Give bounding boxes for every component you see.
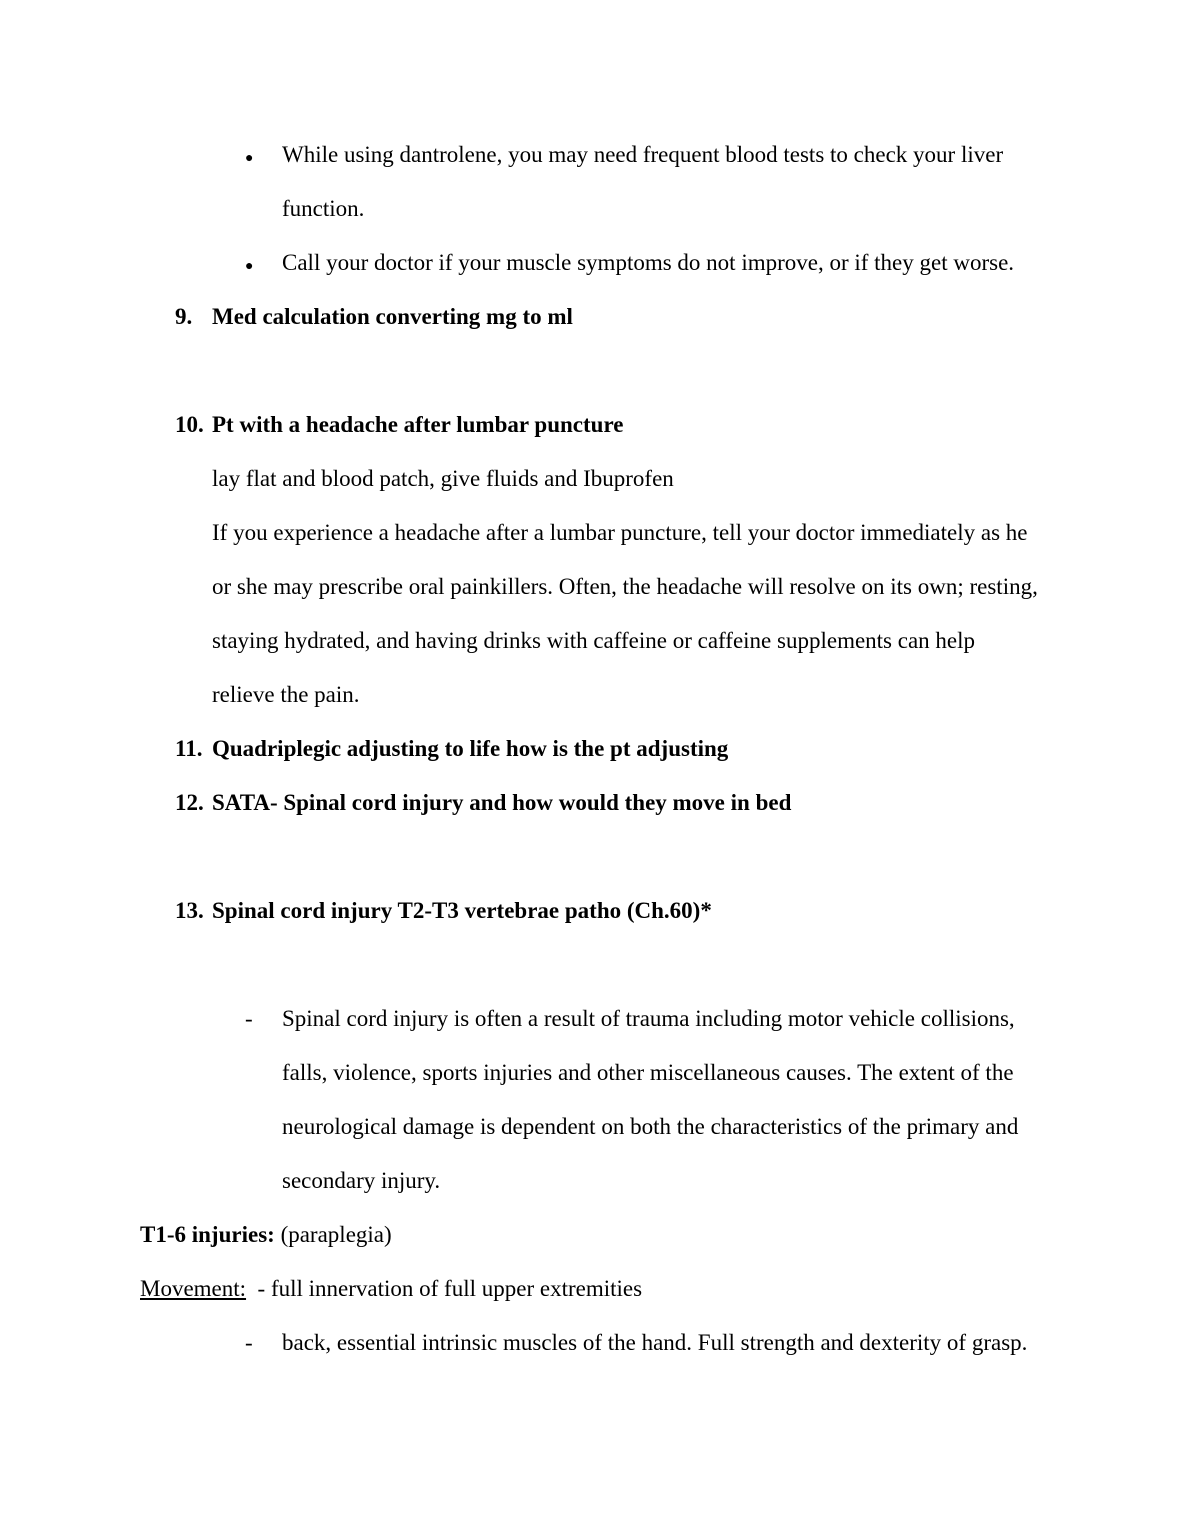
list-line-continuation — [140, 1100, 1050, 1154]
line-text: While using dantrolene, you may need frequent blood tests to check your liver — [282, 142, 1004, 167]
blank-line — [140, 344, 1050, 398]
line-text: relieve the pain. — [212, 682, 360, 707]
movement-line — [140, 1262, 1050, 1316]
heading-text: Med calculation converting mg to ml — [212, 304, 573, 329]
list-line-continuation — [140, 1046, 1050, 1100]
numbered-heading-9 — [140, 290, 1050, 344]
dash-icon: - — [245, 1006, 253, 1031]
paragraph-line — [140, 560, 1050, 614]
bullet-icon: ● — [245, 151, 254, 166]
line-text: staying hydrated, and having drinks with caffeine or caffeine supplements can help — [212, 628, 976, 653]
paragraph — [140, 452, 1050, 506]
numbered-heading-13 — [140, 884, 1050, 938]
line-text: secondary injury. — [282, 1168, 441, 1193]
blank-line — [140, 938, 1050, 992]
bullet-icon: ● — [245, 259, 254, 274]
list-line — [140, 1316, 1050, 1370]
list-line-continuation — [140, 182, 1050, 236]
list-line — [140, 128, 1050, 182]
numbered-heading-12 — [140, 776, 1050, 830]
paragraph-line — [140, 452, 1050, 506]
line-text: Call your doctor if your muscle symptoms do not improve, or if they get worse. — [282, 250, 1015, 275]
paragraph-line — [140, 506, 1050, 560]
label-underlined: Movement: — [140, 1276, 247, 1301]
bullet-item — [140, 236, 1050, 290]
paragraph-line — [140, 614, 1050, 668]
dash-item — [140, 992, 1050, 1208]
heading-text: SATA- Spinal cord injury and how would they move in bed — [212, 790, 792, 815]
numbered-heading-11 — [140, 722, 1050, 776]
item-number: 9. — [175, 304, 193, 329]
heading-text: Quadriplegic adjusting to life how is the pt adjusting — [212, 736, 729, 761]
blank-line — [140, 830, 1050, 884]
line-text: neurological damage is dependent on both the characteristics of the primary and — [282, 1114, 1019, 1139]
dash-icon: - — [245, 1330, 253, 1355]
line-text: falls, violence, sports injuries and other miscellaneous causes. The extent of the — [282, 1060, 1014, 1085]
label-rest: - full innervation of full upper extremities — [246, 1276, 643, 1301]
line-text: function. — [282, 196, 365, 221]
line-text: back, essential intrinsic muscles of the hand. Full strength and dexterity of grasp. — [282, 1330, 1028, 1355]
list-line — [140, 992, 1050, 1046]
list-line-continuation — [140, 1154, 1050, 1208]
item-number: 13. — [175, 898, 204, 923]
t1-6-injuries-line — [140, 1208, 1050, 1262]
paragraph-line — [140, 668, 1050, 722]
list-line — [140, 236, 1050, 290]
label-bold: T1-6 injuries: — [140, 1222, 275, 1247]
paragraph — [140, 506, 1050, 722]
line-text: lay flat and blood patch, give fluids and Ibuprofen — [212, 466, 674, 491]
label-rest: (paraplegia) — [274, 1222, 392, 1247]
bullet-item — [140, 128, 1050, 236]
line-text: Spinal cord injury is often a result of trauma including motor vehicle collisions, — [282, 1006, 1015, 1031]
heading-text: Pt with a headache after lumbar puncture — [212, 412, 624, 437]
item-number: 12. — [175, 790, 204, 815]
heading-text: Spinal cord injury T2-T3 vertebrae patho (Ch.60)* — [212, 898, 712, 923]
dash-item — [140, 1316, 1050, 1370]
numbered-heading-10 — [140, 398, 1050, 452]
line-text: or she may prescribe oral painkillers. Often, the headache will resolve on its own; resting, — [212, 574, 1038, 599]
item-number: 11. — [175, 736, 203, 761]
item-number: 10. — [175, 412, 204, 437]
line-text: If you experience a headache after a lumbar puncture, tell your doctor immediately as he — [212, 520, 1028, 545]
